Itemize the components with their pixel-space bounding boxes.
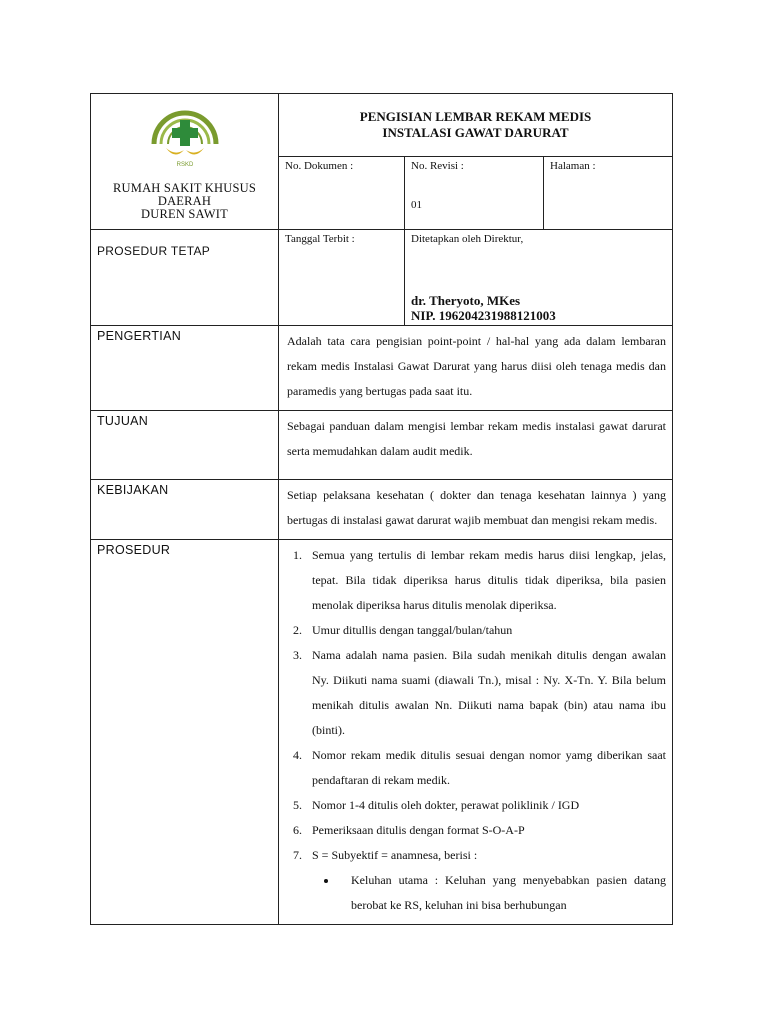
- sop-table: [90, 93, 673, 925]
- sub-list-item: • Keluhan utama : Keluhan yang menyebabkan pasien datang berobat ke RS, keluhan ini bisa berhubungan: [338, 868, 666, 918]
- prosedur-item: 4. Nomor rekam medik ditulis sesuai dengan nomor yamg diberikan saat pendaftaran di rekam medik.: [305, 743, 666, 793]
- kebijakan-label-cell: [91, 480, 279, 540]
- prosedur-tetap-label: PROSEDUR TETAP: [97, 244, 211, 258]
- prosedur-item: 2. Umur ditullis dengan tanggal/bulan/tahun: [305, 618, 666, 643]
- kebijakan-text: Setiap pelaksana kesehatan ( dokter dan tenaga kesehatan lainnya ) yang bertugas di instalasi gawat darurat wajib membuat dan mengisi rekam medis.: [279, 480, 673, 540]
- halaman-cell: [544, 156, 673, 229]
- prosedur-tetap-cell: [91, 230, 279, 326]
- title-line2: INSTALASI GAWAT DARURAT: [382, 125, 569, 140]
- prosedur-item-text: S = Subyektif = anamnesa, berisi :: [312, 848, 478, 862]
- pengertian-label-cell: [91, 326, 279, 411]
- director-signature-block: [411, 293, 556, 323]
- prosedur-item: 1. Semua yang tertulis di lembar rekam medis harus diisi lengkap, jelas, tepat. Bila tidak diperiksa harus ditulis tidak diperiksa, bila pasien menolak diperiksa harus ditulis menolak diperiksa.: [305, 543, 666, 618]
- tujuan-text: Sebagai panduan dalam mengisi lembar rekam medis instalasi gawat darurat serta memudahkan dalam audit medik.: [279, 411, 673, 480]
- tanggal-terbit-cell: [279, 230, 405, 326]
- director-nip: NIP. 196204231988121003: [411, 308, 556, 323]
- no-dokumen-label: No. Dokumen :: [285, 159, 354, 172]
- no-revisi-value: 01: [411, 198, 422, 211]
- halaman-label: Halaman :: [550, 159, 596, 172]
- hospital-name-line2: DAERAH: [157, 194, 212, 208]
- no-revisi-cell: [405, 156, 544, 229]
- pengertian-text: Adalah tata cara pengisian point-point / hal-hal yang ada dalam lembaran rekam medis Instalasi Gawat Darurat yang harus diisi oleh tenaga medis dan paramedis yang bertugas pada saat itu.: [279, 326, 673, 411]
- hospital-name-line3: DUREN SAWIT: [141, 207, 228, 221]
- no-revisi-label: No. Revisi :: [411, 159, 464, 172]
- prosedur-item: 6. Pemeriksaan ditulis dengan format S-O-A-P: [305, 818, 666, 843]
- prosedur-item: 3. Nama adalah nama pasien. Bila sudah menikah ditulis dengan awalan Ny. Diikuti nama suami (diawali Tn.), misal : Ny. X-Tn. Y. Bila belum menikah ditulis awalan Nn. Diikuti nama bapak (bin) atau nama ibu (binti).: [305, 643, 666, 743]
- prosedur-item: [305, 843, 666, 918]
- sub-list: [312, 868, 666, 918]
- prosedur-item: 5. Nomor 1-4 ditulis oleh dokter, perawat poliklinik / IGD: [305, 793, 666, 818]
- ditetapkan-cell: [405, 230, 673, 326]
- tanggal-terbit-label: Tanggal Terbit :: [285, 233, 355, 245]
- hospital-name-line1: RUMAH SAKIT KHUSUS: [113, 181, 256, 195]
- hospital-cell: [91, 94, 279, 230]
- prosedur-list: [281, 543, 666, 918]
- tujuan-label: TUJUAN: [97, 414, 149, 428]
- hospital-logo-icon: [144, 98, 226, 168]
- ditetapkan-label: Ditetapkan oleh Direktur,: [411, 233, 524, 245]
- prosedur-label-cell: [91, 540, 279, 925]
- sop-document: [90, 93, 672, 925]
- prosedur-content: [279, 540, 673, 925]
- pengertian-label: PENGERTIAN: [97, 329, 182, 343]
- no-dokumen-cell: [279, 156, 405, 229]
- kebijakan-label: KEBIJAKAN: [97, 483, 169, 497]
- document-title: [279, 94, 673, 157]
- title-line1: PENGISIAN LEMBAR REKAM MEDIS: [359, 109, 592, 124]
- prosedur-label: PROSEDUR: [97, 543, 171, 557]
- director-name: dr. Theryoto, MKes: [411, 293, 521, 308]
- logo-text: RSKD: [176, 162, 193, 168]
- hospital-name: [91, 182, 278, 221]
- tujuan-label-cell: [91, 411, 279, 480]
